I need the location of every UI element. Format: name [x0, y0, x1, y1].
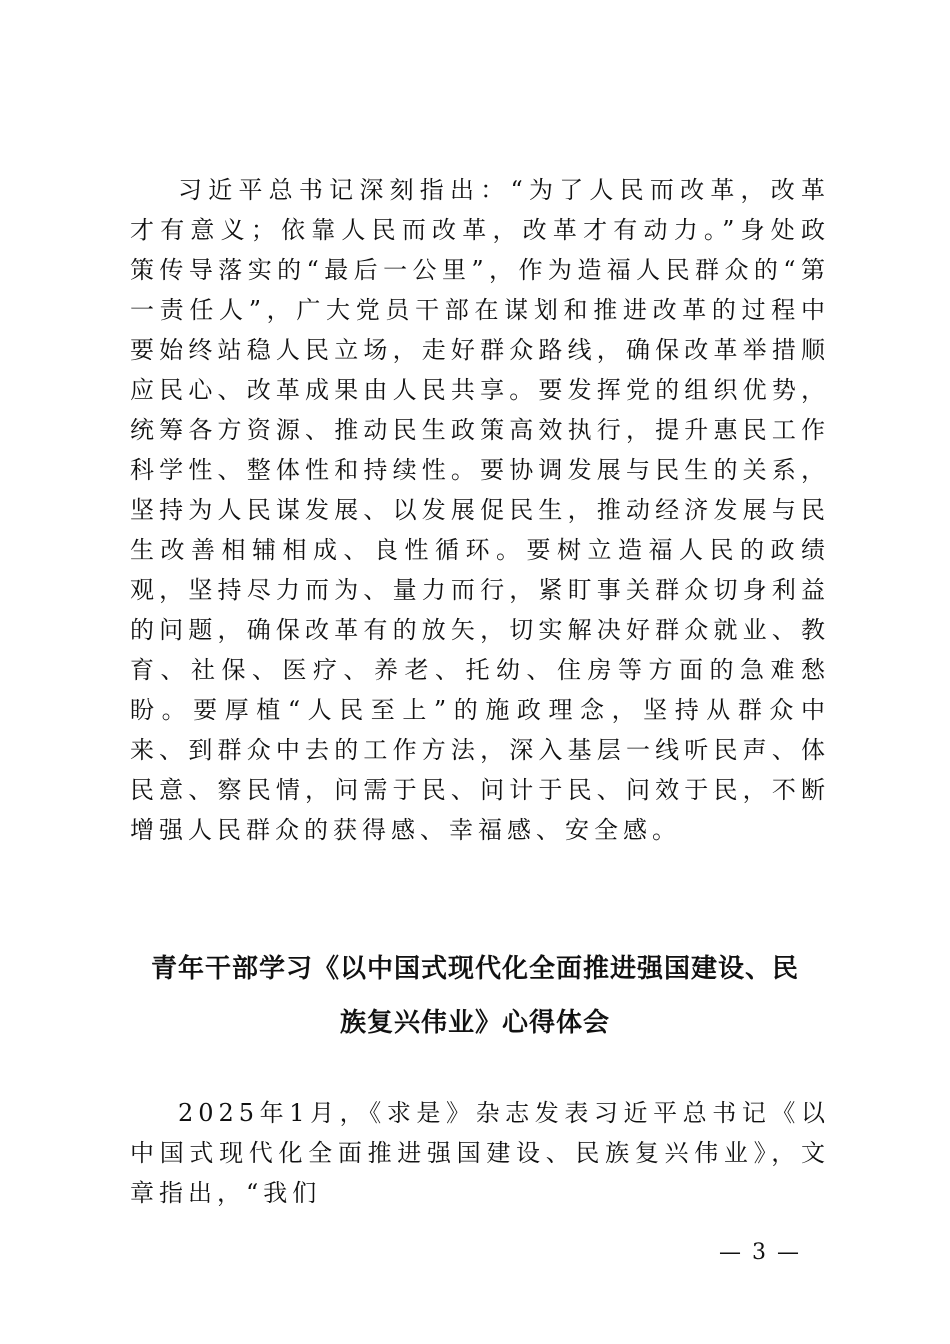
heading-line: 族复兴伟业》心得体会 [339, 1008, 610, 1038]
heading-line: 青年干部学习《以中国式现代化全面推进强国建设、民 [150, 954, 799, 984]
body-paragraph: 习近平总书记深刻指出：“为了人民而改革，改革才有意义；依靠人民而改革，改革才有动力。”身处政策传导落实的“最后一公里”，作为造福人民群众的“第一责任人”，广大党员干部在谋划和推进改革的过程中要始终站稳人民立场，走好群众路线，确保改革举措顺应民心、改革成果由人民共享。要发挥党的组织优势，统筹各方资源、推动民生政策高效执行，提升惠民工作科学性、整体性和持续性。要协调发展与民生的关系，坚持为人民谋发展、以发展促民生，推动经济发展与民生改善相辅相成、良性循环。要树立造福人民的政绩观，坚持尽力而为、量力而行，紧盯事关群众切身利益的问题，确保改革有的放矢，切实解决好群众就业、教育、社保、医疗、养老、托幼、住房等方面的急难愁盼。要厚植“人民至上”的施政理念，坚持从群众中来、到群众中去的工作方法，深入基层一线听民声、体民意、察民情，问需于民、问计于民、问效于民，不断增强人民群众的获得感、幸福感、安全感。 [130, 176, 830, 844]
body-paragraph: 2025年1月，《求是》杂志发表习近平总书记《以中国式现代化全面推进强国建设、民族复兴伟业》，文章指出，“我们 [130, 1099, 830, 1207]
article-heading [110, 942, 840, 1050]
page-number: — 3 — [719, 1240, 801, 1265]
